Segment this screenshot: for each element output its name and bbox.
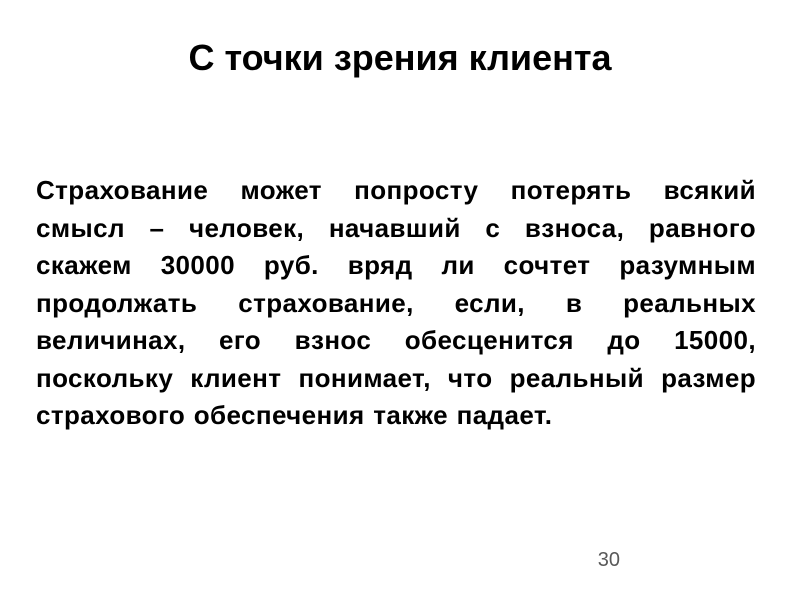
slide-body-text: Страхование может попросту потерять всякий смысл – человек, начавший с взноса, равного скажем 30000 руб. вряд ли сочтет разумным продолжать страхование, если, в реальных величинах, его взнос обесценится до 15000, поскольку клиент понимает, что реальный размер страхового обеспечения также падает. [36, 175, 756, 430]
slide-title: С точки зрения клиента [188, 37, 612, 78]
page-number: 30 [597, 549, 620, 571]
